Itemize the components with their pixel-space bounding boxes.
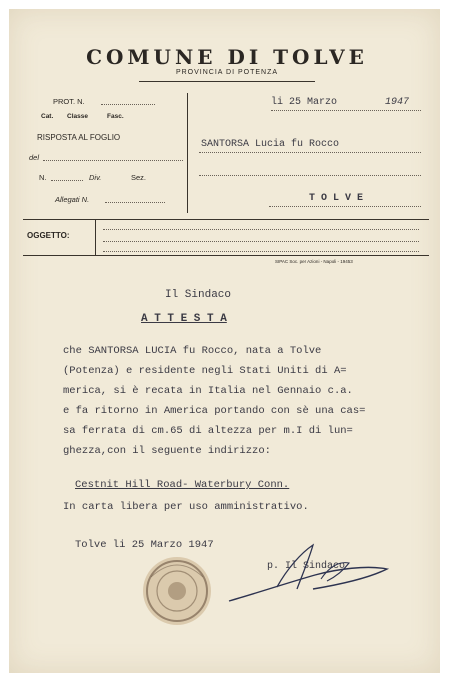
header-rule bbox=[139, 81, 315, 82]
city: T O L V E bbox=[309, 193, 364, 204]
form-divider bbox=[187, 93, 188, 213]
signature-label: p. Il Sindaco bbox=[267, 561, 346, 572]
body-line-5: sa ferrata di cm.65 di altezza per m.I di lun= bbox=[63, 425, 353, 437]
oggetto-line-3 bbox=[103, 251, 419, 252]
attesta-heading: A T T E S T A bbox=[141, 313, 227, 325]
year: 1947 bbox=[385, 97, 410, 108]
document-page bbox=[9, 9, 440, 673]
oggetto-label: OGGETTO: bbox=[27, 231, 70, 240]
div-label: Div. bbox=[89, 173, 102, 182]
cat-label: Cat. bbox=[41, 113, 54, 120]
body-line-6: ghezza,con il seguente indirizzo: bbox=[63, 445, 271, 457]
date-line bbox=[271, 110, 421, 111]
official-seal bbox=[137, 547, 223, 633]
sez-label: Sez. bbox=[131, 173, 147, 182]
oggetto-divider bbox=[95, 219, 96, 255]
oggetto-top-rule bbox=[23, 219, 429, 220]
fasc-label: Fasc. bbox=[107, 113, 124, 120]
handwritten-signature bbox=[217, 539, 397, 609]
printer-imprint: SIPAC Soc. per Azioni - Napoli - 19453 bbox=[275, 259, 353, 264]
addressee-line-2 bbox=[199, 175, 421, 176]
classe-label: Classe bbox=[67, 113, 88, 120]
allegati-label: Allegati N. bbox=[55, 195, 90, 204]
risposta-label: RISPOSTA AL FOGLIO bbox=[37, 133, 121, 142]
city-line bbox=[269, 206, 421, 207]
closing-date: Tolve li 25 Marzo 1947 bbox=[75, 539, 214, 551]
body-line-1: che SANTORSA LUCIA fu Rocco, nata a Tolve bbox=[63, 345, 322, 357]
body-line-2: (Potenza) e residente negli Stati Uniti di A= bbox=[63, 365, 347, 377]
n-label: N. bbox=[39, 173, 47, 182]
letterhead-title: COMUNE DI TOLVE bbox=[86, 45, 368, 69]
prot-line bbox=[101, 104, 155, 105]
del-line bbox=[43, 160, 183, 161]
n-line bbox=[51, 180, 83, 181]
body-line-4: e fa ritorno in America portando con sè una cas= bbox=[63, 405, 366, 417]
usage-note: In carta libera per uso amministrativo. bbox=[63, 501, 309, 513]
oggetto-line-2 bbox=[103, 241, 419, 242]
prot-label: PROT. N. bbox=[53, 97, 85, 106]
date-place: li 25 Marzo bbox=[271, 97, 338, 108]
body-line-3: merica, si è recata in Italia nel Gennaio c.a. bbox=[63, 385, 353, 397]
letterhead-subtitle: PROVINCIA DI POTENZA bbox=[175, 69, 279, 76]
body-heading: Il Sindaco bbox=[165, 289, 232, 301]
addressee: SANTORSA Lucia fu Rocco bbox=[201, 139, 340, 150]
oggetto-bottom-rule bbox=[23, 255, 429, 256]
delivery-address: Cestnit Hill Road- Waterbury Conn. bbox=[75, 479, 290, 491]
del-label: del bbox=[29, 153, 40, 162]
oggetto-line-1 bbox=[103, 229, 419, 230]
allegati-line bbox=[105, 202, 165, 203]
addressee-line bbox=[199, 152, 421, 153]
